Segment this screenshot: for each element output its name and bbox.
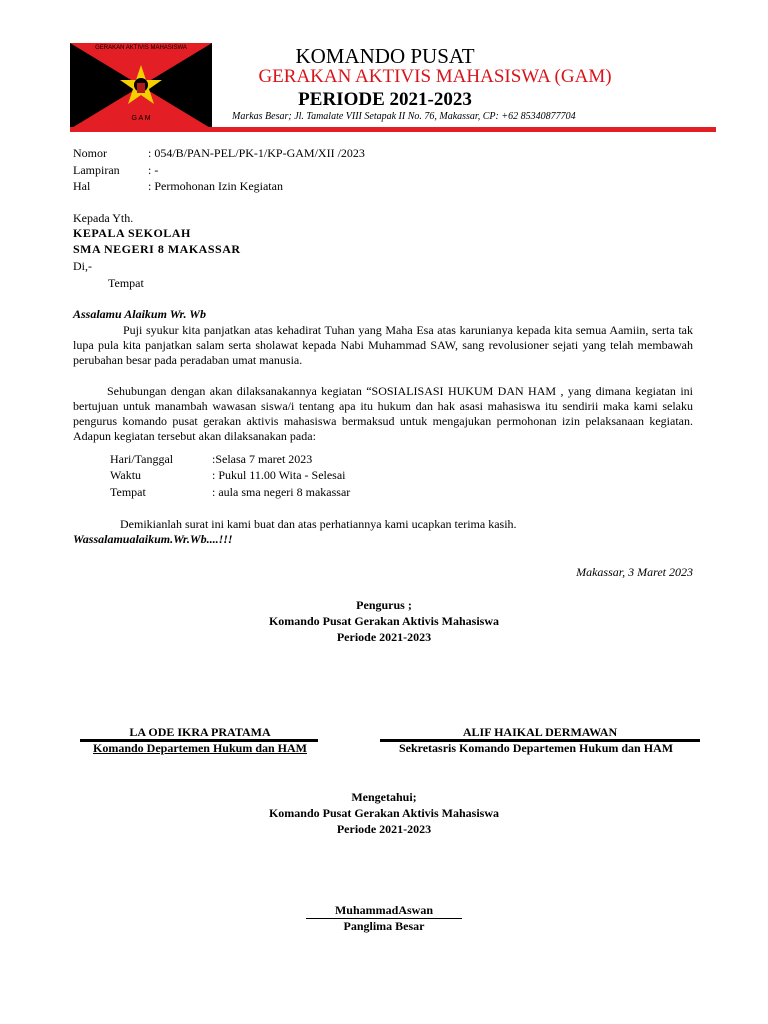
logo-text-top: GERAKAN AKTIVIS MAHASISWA [95,45,187,51]
salam: Assalamu Alaikum Wr. Wb [73,307,206,321]
pengurus-period: Periode 2021-2023 [336,630,432,644]
panglima-name: MuhammadAswan [334,903,433,917]
detail-label: Waktu [110,468,142,482]
meta-label: Lampiran [73,163,120,177]
meta-value: : - [148,163,159,177]
meta-label: Nomor [73,146,107,160]
pengurus-org: Komando Pusat Gerakan Aktivis Mahasiswa [268,614,500,628]
period-title: PERIODE 2021-2023 [298,89,472,110]
recipient-greeting: Kepada Yth. [73,211,134,225]
detail-value: : aula sma negeri 8 makassar [212,485,351,499]
detail-value: :Selasa 7 maret 2023 [212,452,313,466]
org-name: GERAKAN AKTIVIS MAHASISWA (GAM) [258,66,612,87]
panglima-role: Panglima Besar [343,919,425,933]
signer-2-role: Sekretasris Komando Departemen Hukum dan HAM [398,741,674,755]
mengetahui-period: Periode 2021-2023 [336,822,432,836]
meta-value: : 054/B/PAN-PEL/PK-1/KP-GAM/XII /2023 [148,146,365,160]
paragraph-2: Sehubungan dengan akan dilaksanakannya kegiatan “SOSIALISASI HUKUM DAN HAM , yang dimana kegiatan ini bertujuan untuk manambah wawasan siswa/i tentang apa itu hukum dan hak asasi mahasiswa itu sendirii maka kami selaku pengurus komando pusat gerakan aktivis mahasiswa bermaksud untuk mengajukan permohonan izin pelaksanaan kegiatan. Adapun kegiatan tersebut akan dilaksanakan pada: [73,384,693,443]
signer-1-name: LA ODE IKRA PRATAMA [129,725,271,739]
meta-label: Hal [73,179,91,193]
header-divider [70,127,716,132]
org-top-title: KOMANDO PUSAT [295,44,475,68]
detail-label: Tempat [110,485,146,499]
signer-2-name: ALIF HAIKAL DERMAWAN [462,725,618,739]
detail-row [110,452,312,467]
address: Markas Besar; Jl. Tamalate VIII Setapak II No. 76, Makassar, CP: +62 85340877704 [232,111,576,122]
recipient-line3: Di,- [73,259,92,273]
recipient-line4: Tempat [108,276,144,290]
wassalam: Wassalamualaikum.Wr.Wb....!!! [73,532,233,546]
detail-label: Hari/Tanggal [110,452,174,466]
meta-nomor [73,146,365,161]
meta-hal [73,179,283,194]
signer-1-role: Komando Departemen Hukum dan HAM [92,741,307,755]
pengurus-title: Pengurus ; [356,598,412,612]
detail-row [110,485,350,500]
recipient-line2: SMA NEGERI 8 MAKASSAR [73,242,241,256]
paragraph-1: Puji syukur kita panjatkan atas kehadirat Tuhan yang Maha Esa atas karunianya kepada kita semua Aamiin, serta tak lupa pula kita panjatkan salam serta sholawat kepada Nabi Muhammad SAW, sang revolusioner sejati yang telah membawah perubahan besar pada peradaban umat manusia. [73,323,693,367]
detail-row [110,468,346,483]
closing-text: Demikianlah surat ini kami buat dan atas perhatiannya kami ucapkan terima kasih. [120,517,517,531]
mengetahui-title: Mengetahui; [351,790,417,804]
recipient-line1: KEPALA SEKOLAH [73,226,191,240]
date-place: Makassar, 3 Maret 2023 [576,565,693,579]
meta-lampiran [73,163,158,178]
gam-logo [70,43,212,129]
mengetahui-org: Komando Pusat Gerakan Aktivis Mahasiswa [268,806,500,820]
logo-text-bottom: G A M [131,115,151,122]
meta-value: : Permohonan Izin Kegiatan [148,179,283,193]
detail-value: : Pukul 11.00 Wita - Selesai [212,468,346,482]
